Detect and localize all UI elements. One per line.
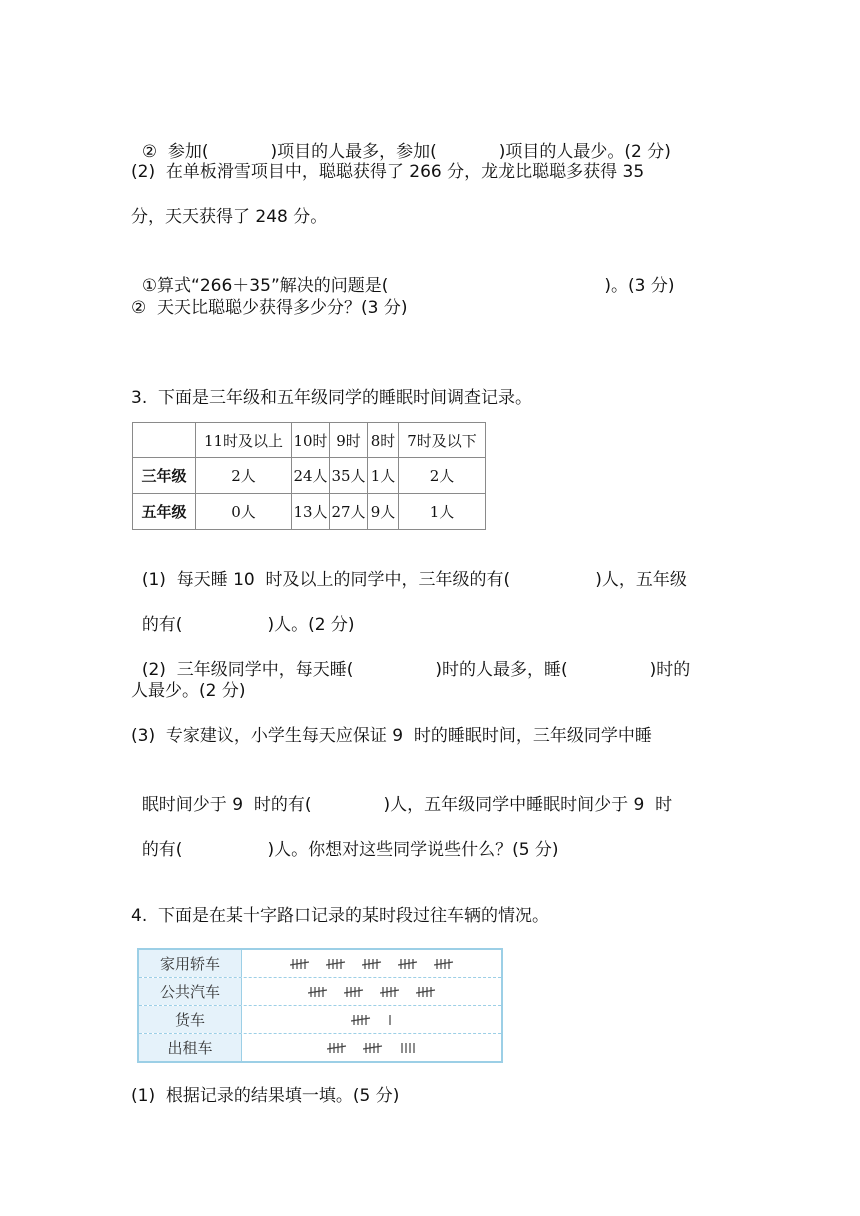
tally-mark-group	[434, 957, 454, 971]
tally-mark-group	[416, 985, 436, 999]
table-cell: 13人	[292, 494, 330, 530]
question-line: (1) 每天睡 10 时及以上的同学中，三年级的有( )人，五年级	[141, 570, 687, 590]
tally-mark-group	[308, 985, 328, 999]
table-header-cell: 8时	[368, 423, 399, 458]
table-cell: 1人	[368, 458, 399, 494]
table-row	[133, 494, 486, 530]
question-line: (2) 在单板滑雪项目中，聪聪获得了 266 分，龙龙比聪聪多获得 35	[131, 162, 645, 182]
question-line: 的有( )人。(2 分)	[141, 615, 355, 635]
tally-row	[139, 1034, 501, 1061]
table-cell: 24人	[292, 458, 330, 494]
table-cell: 2人	[196, 458, 292, 494]
tally-mark-group	[398, 957, 418, 971]
tally-row	[139, 950, 501, 978]
question-line: ② 天天比聪聪少获得多少分？(3 分)	[131, 298, 408, 318]
sleep-survey-table	[132, 422, 486, 530]
tally-mark-group	[290, 957, 310, 971]
tally-mark-group	[380, 985, 400, 999]
tally-mark-group	[387, 1013, 393, 1027]
question-line: ② 参加( )项目的人最多，参加( )项目的人最少。(2 分)	[141, 142, 671, 162]
tally-marks	[242, 978, 501, 1005]
table-header-row	[133, 423, 486, 458]
tally-row	[139, 978, 501, 1006]
table-row	[133, 458, 486, 494]
question-heading: 4. 下面是在某十字路口记录的某时段过往车辆的情况。	[131, 906, 550, 926]
tally-label: 出租车	[139, 1034, 242, 1061]
table-cell: 27人	[330, 494, 368, 530]
table-cell: 9人	[368, 494, 399, 530]
question-line: 眠时间少于 9 时的有( )人，五年级同学中睡眠时间少于 9 时	[141, 795, 673, 815]
table-cell: 1人	[399, 494, 486, 530]
tally-marks	[242, 950, 501, 977]
tally-label: 货车	[139, 1006, 242, 1033]
tally-mark-group	[399, 1041, 417, 1055]
question-line: (3) 专家建议，小学生每天应保证 9 时的睡眠时间，三年级同学中睡	[131, 726, 652, 746]
tally-mark-group	[351, 1013, 371, 1027]
question-line: (1) 根据记录的结果填一填。(5 分)	[131, 1086, 400, 1106]
tally-mark-group	[363, 1041, 383, 1055]
row-label: 三年级	[133, 458, 196, 494]
tally-marks	[242, 1006, 501, 1033]
table-cell: 2人	[399, 458, 486, 494]
tally-label: 家用轿车	[139, 950, 242, 977]
row-label: 五年级	[133, 494, 196, 530]
question-line: ①算式“266＋35”解决的问题是( )。(3 分)	[141, 276, 675, 296]
question-line: 分，天天获得了 248 分。	[131, 207, 328, 227]
table-header-cell: 11时及以上	[196, 423, 292, 458]
table-header-cell: 9时	[330, 423, 368, 458]
question-heading: 3. 下面是三年级和五年级同学的睡眠时间调查记录。	[131, 388, 533, 408]
tally-label: 公共汽车	[139, 978, 242, 1005]
question-line: (2) 三年级同学中，每天睡( )时的人最多，睡( )时的	[141, 660, 691, 680]
table-header-cell: 7时及以下	[399, 423, 486, 458]
question-line: 的有( )人。你想对这些同学说些什么？(5 分)	[141, 840, 559, 860]
tally-mark-group	[362, 957, 382, 971]
question-line: 人最少。(2 分)	[131, 681, 246, 701]
table-cell: 35人	[330, 458, 368, 494]
tally-mark-group	[327, 1041, 347, 1055]
table-header-cell: 10时	[292, 423, 330, 458]
table-cell: 0人	[196, 494, 292, 530]
tally-mark-group	[326, 957, 346, 971]
vehicle-tally-table	[137, 948, 503, 1063]
tally-row	[139, 1006, 501, 1034]
table-header-cell	[133, 423, 196, 458]
tally-marks	[242, 1034, 501, 1061]
tally-mark-group	[344, 985, 364, 999]
